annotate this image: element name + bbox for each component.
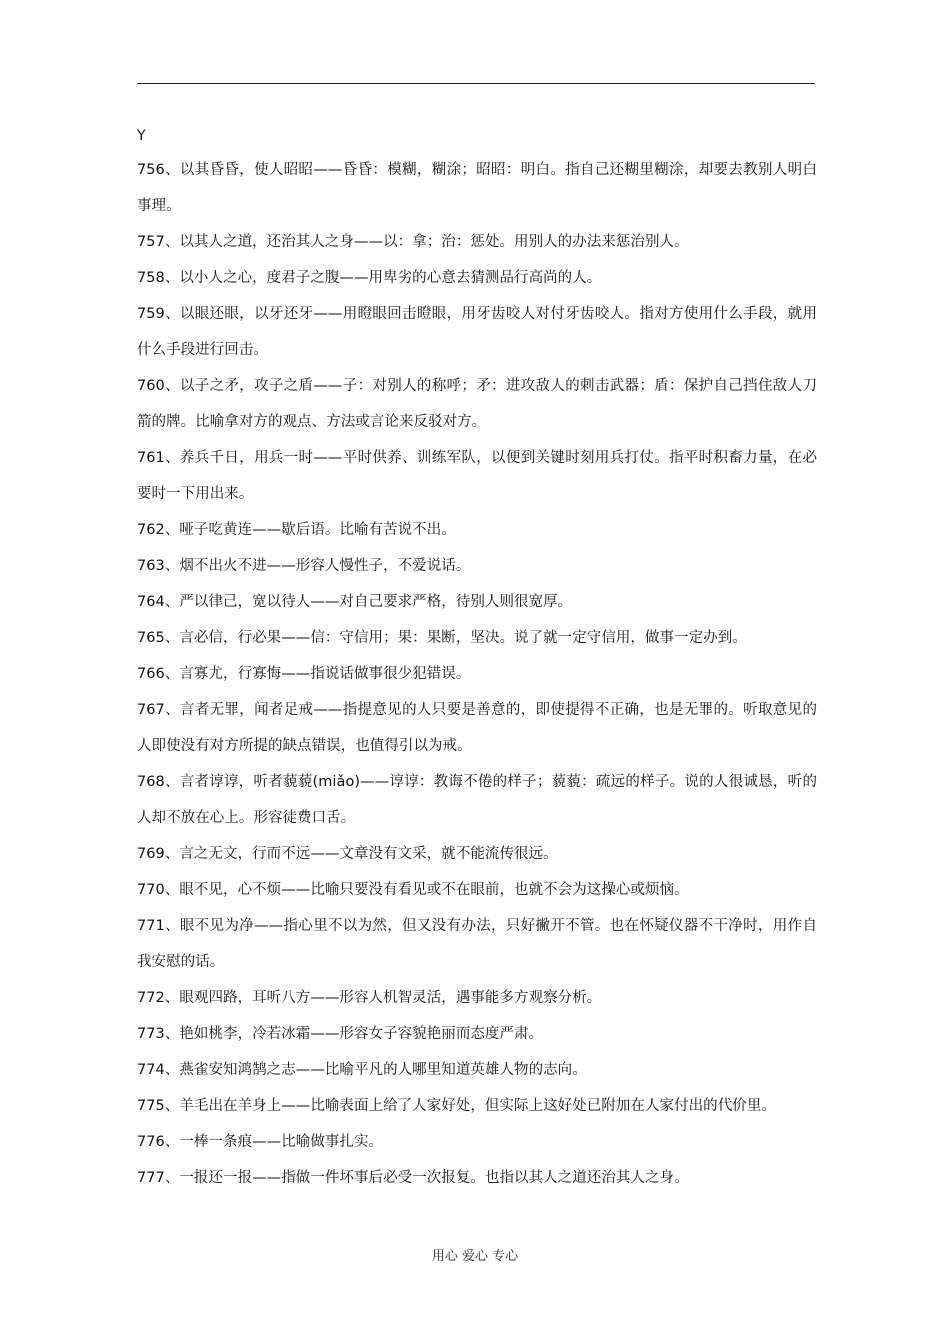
list-item: 757、以其人之道，还治其人之身——以：拿；治：惩处。用别人的办法来惩治别人。 xyxy=(137,234,689,250)
list-item: 764、严以律己，宽以待人——对自己要求严格，待别人则很宽厚。 xyxy=(137,594,573,610)
list-item: 767、言者无罪，闻者足戒——指提意见的人只要是善意的，即使提得不正确，也是无罪的。听取意见的人即使没有对方所提的缺点错误，也值得引以为戒。 xyxy=(137,702,817,754)
list-item: 777、一报还一报——指做一件坏事后必受一次报复。也指以其人之道还治其人之身。 xyxy=(137,1170,689,1186)
list-item: 768、言者谆谆，听者藐藐(miǎo)——谆谆：教诲不倦的样子；藐藐：疏远的样子。说的人很诚恳，听的人却不放在心上。形容徒费口舌。 xyxy=(137,774,817,826)
list-item: 759、以眼还眼，以牙还牙——用瞪眼回击瞪眼，用牙齿咬人对付牙齿咬人。指对方使用什么手段，就用什么手段进行回击。 xyxy=(137,306,817,358)
list-item: 762、哑子吃黄连——歇后语。比喻有苦说不出。 xyxy=(137,522,456,538)
list-item: 772、眼观四路，耳听八方——形容人机智灵活，遇事能多方观察分析。 xyxy=(137,990,602,1006)
entry-list xyxy=(137,152,817,1196)
list-item: 770、眼不见，心不烦——比喻只要没有看见或不在眼前，也就不会为这操心或烦恼。 xyxy=(137,882,689,898)
section-letter: Y xyxy=(137,128,146,144)
list-item: 756、以其昏昏，使人昭昭——昏昏：模糊，糊涂；昭昭：明白。指自己还糊里糊涂，却要去教别人明白事理。 xyxy=(137,162,817,214)
list-item: 766、言寡尤，行寡悔——指说话做事很少犯错误。 xyxy=(137,666,471,682)
list-item: 758、以小人之心，度君子之腹——用卑劣的心意去猜测品行高尚的人。 xyxy=(137,270,602,286)
header-rule xyxy=(137,83,815,84)
list-item: 760、以子之矛，攻子之盾——子：对别人的称呼；矛：进攻敌人的刺击武器；盾：保护自己挡住敌人刀箭的牌。比喻拿对方的观点、方法或言论来反驳对方。 xyxy=(137,378,817,430)
list-item: 769、言之无文，行而不远——文章没有文采，就不能流传很远。 xyxy=(137,846,558,862)
page-footer: 用心 爱心 专心 xyxy=(431,1249,519,1264)
list-item: 765、言必信，行必果——信：守信用；果：果断，坚决。说了就一定守信用，做事一定办到。 xyxy=(137,630,747,646)
list-item: 771、眼不见为净——指心里不以为然，但又没有办法，只好撇开不管。也在怀疑仪器不干净时，用作自我安慰的话。 xyxy=(137,918,817,970)
list-item: 774、燕雀安知鸿鹄之志——比喻平凡的人哪里知道英雄人物的志向。 xyxy=(137,1062,587,1078)
list-item: 761、养兵千日，用兵一时——平时供养、训练军队，以便到关键时刻用兵打仗。指平时积畜力量，在必要时一下用出来。 xyxy=(137,450,817,502)
list-item: 773、艳如桃李，冷若冰霜——形容女子容貌艳丽而态度严肃。 xyxy=(137,1026,544,1042)
list-item: 763、烟不出火不进——形容人慢性子，不爱说话。 xyxy=(137,558,471,574)
list-item: 775、羊毛出在羊身上——比喻表面上给了人家好处，但实际上这好处已附加在人家付出的代价里。 xyxy=(137,1098,776,1114)
list-item: 776、一棒一条痕——比喻做事扎实。 xyxy=(137,1134,384,1150)
